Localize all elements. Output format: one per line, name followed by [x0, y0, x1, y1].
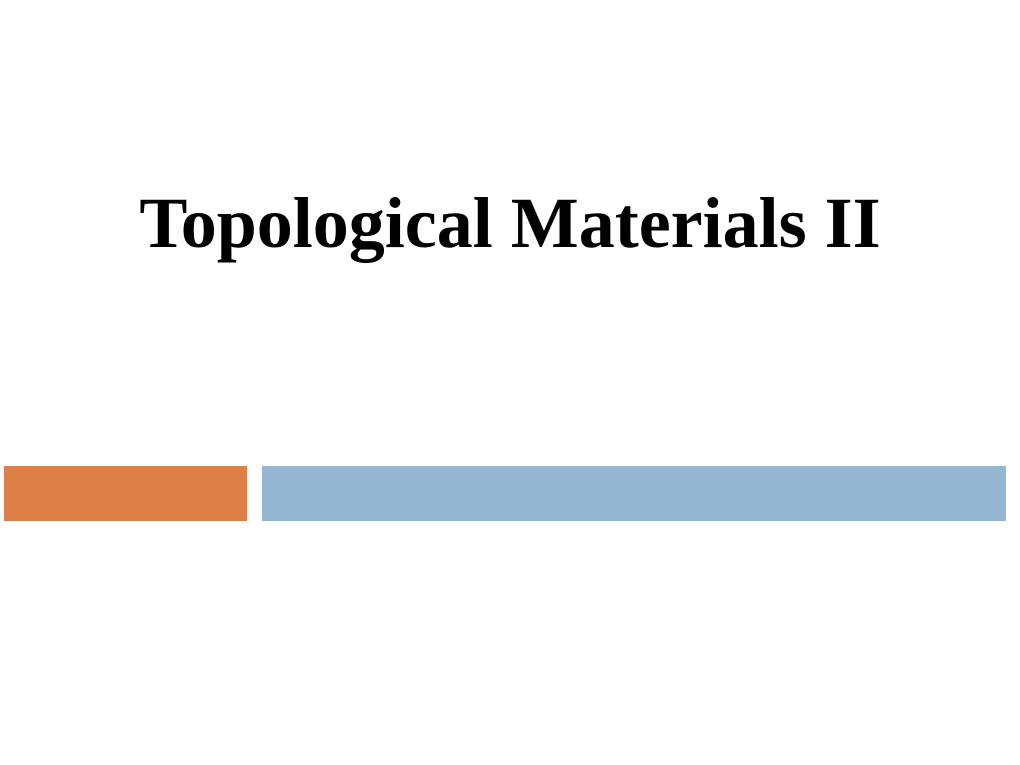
blue-accent-bar — [262, 466, 1006, 521]
orange-accent-bar — [4, 466, 247, 521]
slide-title: Topological Materials II — [139, 183, 881, 263]
